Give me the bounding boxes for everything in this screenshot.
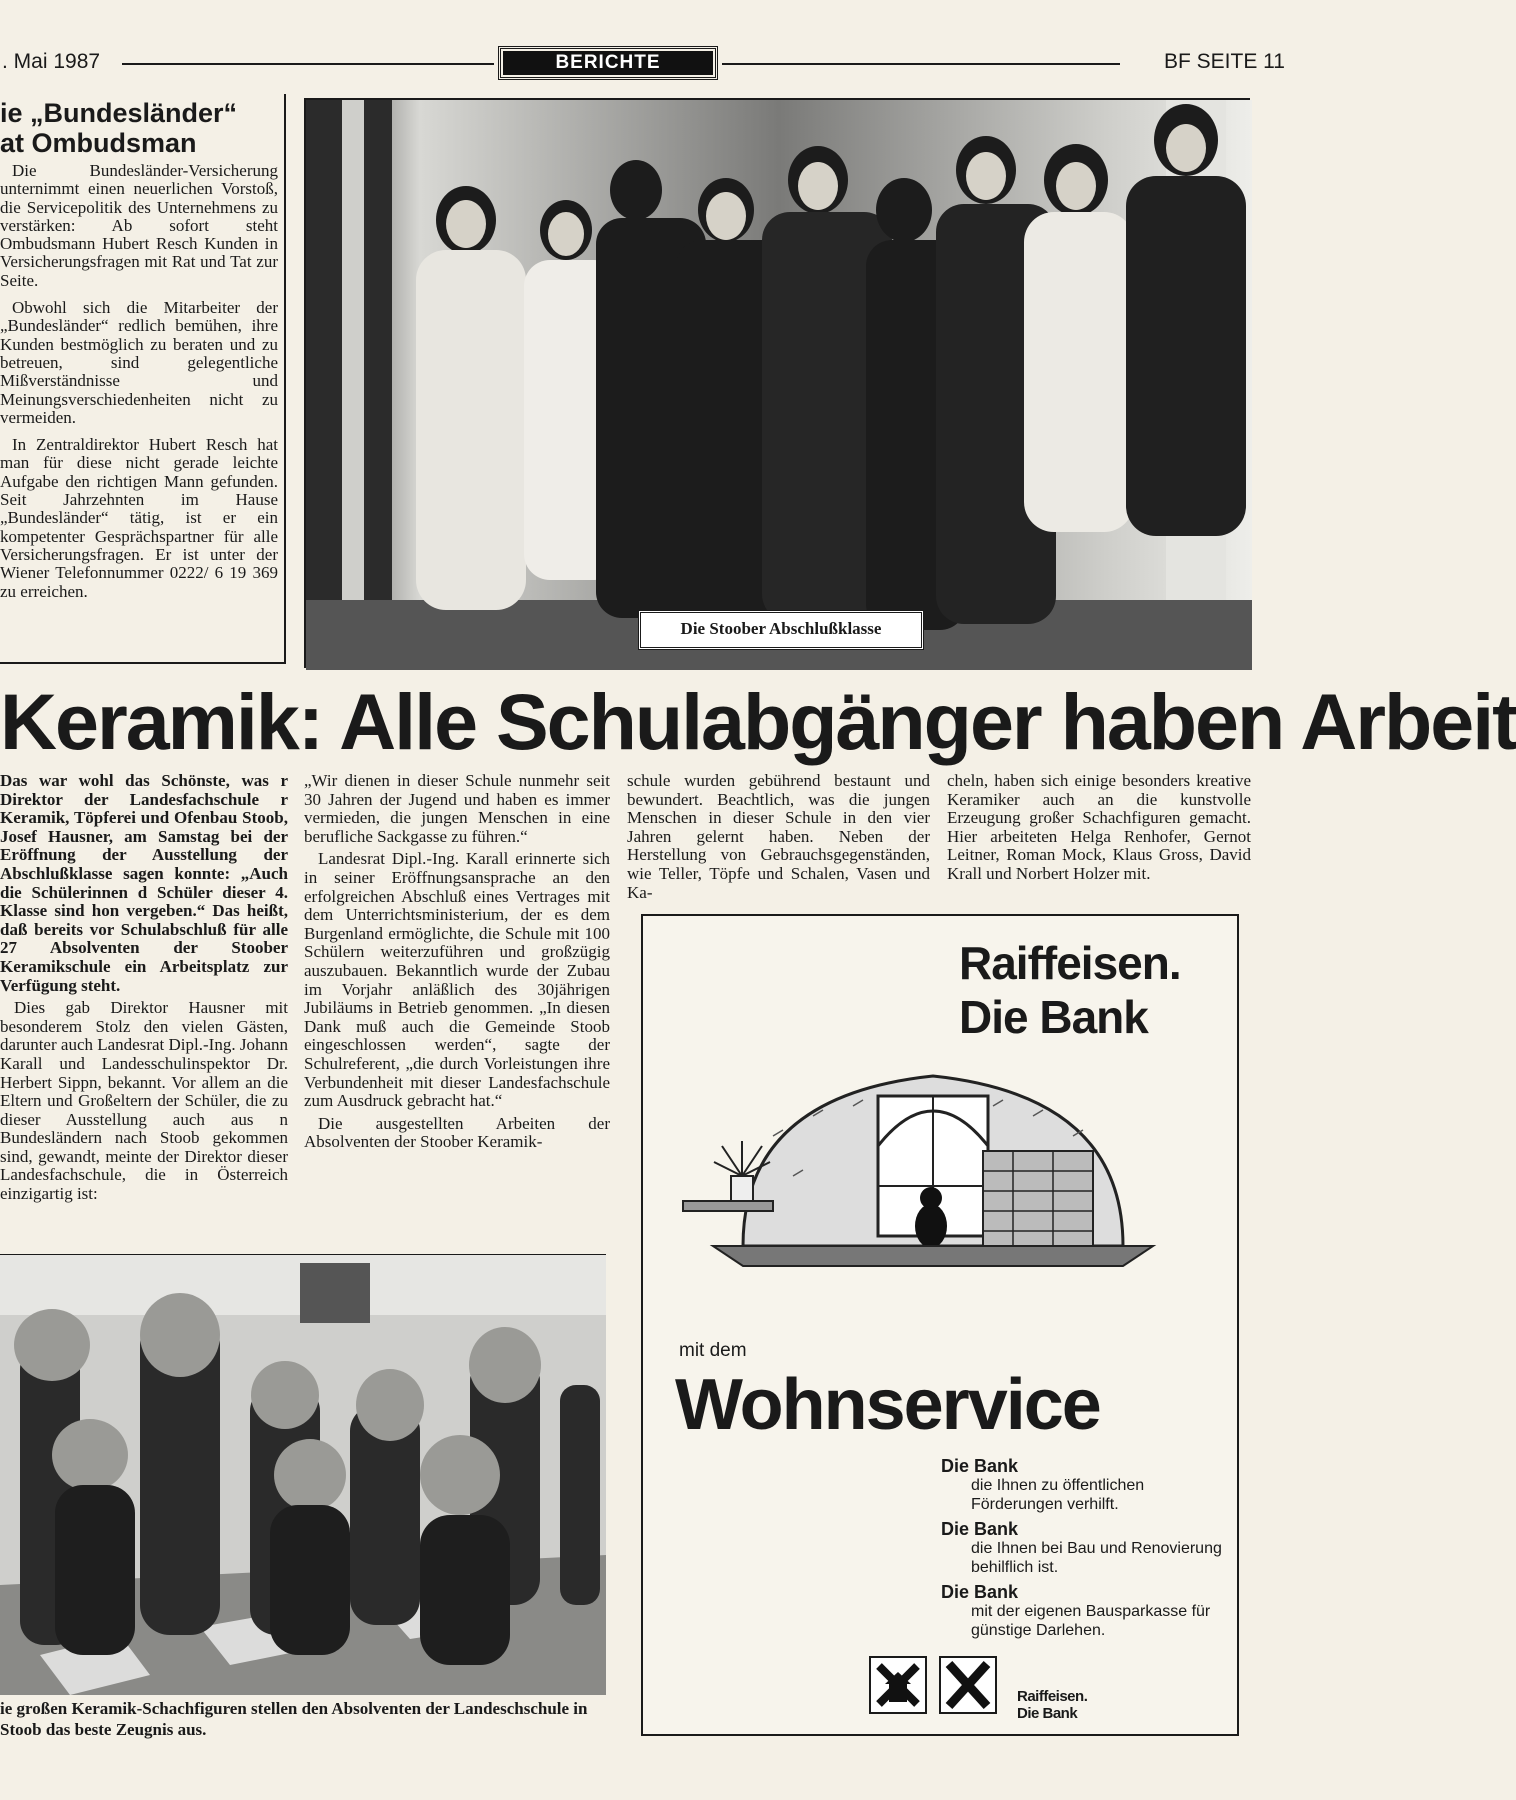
sofa-illustration [683,1056,1183,1266]
ad-wohnservice: Wohnservice [675,1365,1100,1445]
article-column-2 [304,772,610,1236]
section-label: BERICHTE [498,46,718,80]
chess-photo-caption: ie großen Keramik-Schachfiguren stellen den Absolventen der Landeschschule in Stoob das beste Zeugnis aus. [0,1699,588,1739]
raiffeisen-advertisement [641,914,1239,1736]
ad-brand-name: Raiffeisen. Die Bank [1017,1688,1088,1722]
page-number: BF SEITE 11 [1164,50,1285,73]
raiffeisen-house-logo-icon [869,1656,927,1714]
header-rule-left [122,63,494,65]
ad-feature-list [941,1456,1231,1645]
ad-feature-item: Die Bank mit der eigenen Bausparkasse für günstige Darlehen. [941,1582,1211,1639]
issue-date: . Mai 1987 [2,50,101,73]
article-paragraph: cheln, haben sich einige besonders kreative Keramiker auch an die kunstvolle Erzeugung großer Schachfiguren gemacht. Hier arbeiteten Helga Renhofer, Gernot Leitner, Roman Mock, Klaus Gross, David Krall und Norbert Holzer mit. [947,771,1251,883]
ad-mit-dem: mit dem [679,1340,747,1361]
article-column-4 [947,772,1251,904]
ombudsman-paragraph: Die Bundesländer-Versicherung unternimmt einen neuerlichen Vorstoß, die Servicepolitik des Unternehmens zu verstärken: Ab sofort steht Ombudsmann Hubert Resch Kunden in Versicherungsfragen mit Rat und Tat zur Seite. [0,161,278,290]
chess-photo [0,1254,606,1694]
article-paragraph: Landesrat Dipl.-Ing. Karall erinnerte sich in seiner Eröffnungsansprache an den erfolgreichen Abschluß eines Vertrages mit dem Unterrichtsministerium, der es dem Burgenland ermöglichte, die Schule mit 100 Schülern weiterzuführen und großzügig auszubauen. Bekanntlich wurde der Zubau im Vorjahr anläßlich des 30jährigen Jubiläums in Betrieb genommen. „In diesen Dank muß auch die Gemeinde Stoob eingeschlossen werden“, sagte der Schulreferent, „die durch Vorleistungen ihre Verbundenheit mit dieser Landesfachschule zum Ausdruck gebracht hat.“ [304,849,610,1111]
ombudsman-title: ie „Bundesländer“ at Ombudsman [0,98,238,158]
chess-photo-image [0,1255,606,1695]
article-column-3 [627,772,930,904]
ad-feature-item: Die Bank die Ihnen bei Bau und Renovierung behilflich ist. [941,1519,1222,1576]
ombudsman-paragraph: Obwohl sich die Mitarbeiter der „Bundesländer“ redlich bemühen, ihre Kunden bestmöglich zu beraten und zu betreuen, sind gelegentliche Mißverständnisse und Meinungsverschiedenheiten nicht zu vermeiden. [0,298,278,427]
class-photo [304,98,1250,668]
article-headline: Keramik: Alle Schulabgänger haben Arbeit [0,677,1516,766]
ombudsman-paragraph: In Zentraldirektor Hubert Resch hat man für diese nicht gerade leichte Aufgabe den richtigen Mann gefunden. Seit Jahrzehnten im Hause „Bundesländer“ tätig, ist er ein kompetenter Gesprächspartner für alle Versicherungsfragen. Er ist unter der Wiener Telefonnummer 0222/ 6 19 369 zu erreichen. [0,435,278,601]
class-photo-image [306,100,1252,670]
header-rule-right [722,63,1120,65]
article-paragraph: schule wurden gebührend bestaunt und bewundert. Beachtlich, was die jungen Menschen in dieser Schule in den vier Jahren gelernt haben. Neben der Herstellung von Gebrauchsgegenständen, wie Teller, Töpfe und Schalen, Vasen und Ka- [627,771,930,902]
article-column-1 [0,772,288,1238]
ad-title: Raiffeisen. Die Bank [959,937,1181,1043]
article-lead: Das war wohl das Schönste, was r Direktor der Landesfachschule r Keramik, Töpferei und Ofenbau Stoob, Josef Hausner, am Samstag bei der Eröffnung der Ausstellung der Abschlußklasse sagen konnte: „Auch die Schülerinnen d Schüler dieser 4. Klasse sind hon vergeben.“ Das heißt, daß bereits vor Schulabschluß für alle 27 Absolventen der Stoober Keramikschule ein Arbeitsplatz zur Verfügung steht. [0,771,288,995]
ad-feature-item: Die Bank die Ihnen zu öffentlichen Förderungen verhilft. [941,1456,1145,1513]
page-header [0,46,1295,86]
class-photo-caption: Die Stoober Abschlußklasse [638,610,924,650]
raiffeisen-cross-logo-icon [939,1656,997,1714]
article-paragraph: „Wir dienen in dieser Schule nunmehr seit 30 Jahren der Jugend und haben es immer vermieden, die jungen Menschen in eine berufliche Sackgasse zu führen.“ [304,771,610,846]
article-paragraph: Dies gab Direktor Hausner mit besonderem Stolz den vielen Gästen, darunter auch Landesrat Dipl.-Ing. Johann Karall und Landesschulinspektor Dr. Herbert Sippn, bekannt. Vor allem an die Eltern und Großeltern der Schüler, die zu dieser Ausstellung auch aus n Bundesländern nach Stoob gekommen sind, gewandt, meinte der Direktor dieser Landesfachschule, die in Österreich einzigartig ist: [0,998,288,1204]
article-paragraph: Die ausgestellten Arbeiten der Absolventen der Stoober Keramik- [304,1113,610,1152]
ombudsman-article [0,94,286,664]
